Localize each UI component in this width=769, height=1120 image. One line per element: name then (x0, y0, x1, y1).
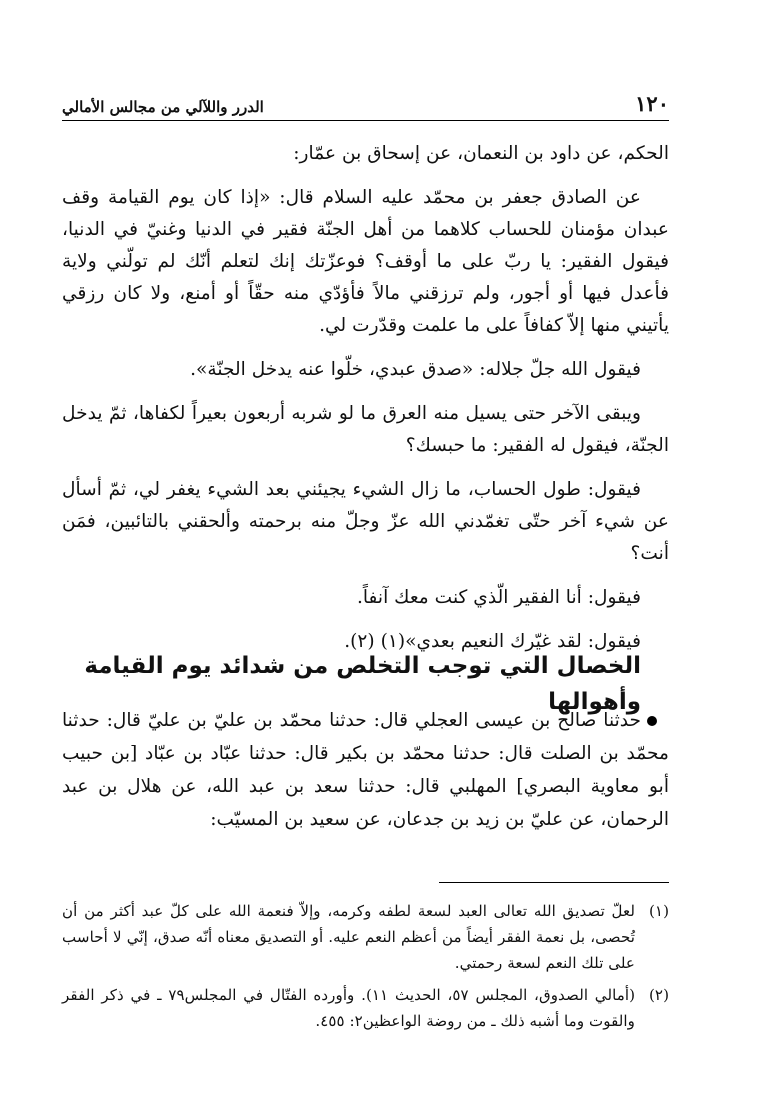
paragraph: فيقول: أنا الفقير الّذي كنت معك آنفاً. (356, 587, 641, 608)
paragraph: الحكم، عن داود بن النعمان، عن إسحاق بن عمّار: (293, 143, 669, 164)
paragraph: فيقول الله جلّ جلاله: «صدق عبدي، خلّوا عنه يدخل الجنّة». (190, 359, 641, 380)
section-text (62, 704, 669, 848)
main-text (62, 138, 669, 670)
footnote-text: (أمالي الصدوق، المجلس ٥٧، الحديث ١١). وأورده الفتّال في المجلس٧٩ ـ في ذكر الفقر والقوت وما أشبه ذلك ـ من روضة الواعظين٢: ٤٥٥. (62, 986, 635, 1030)
footnote-text: لعلّ تصديق الله تعالى العبد لسعة لطفه وكرمه، وإلاّ فنعمة الله على كلّ عبد أكثر من أن تُحصى، بل نعمة الفقر أيضاً من أعظم النعم عليه. أو التصديق معناه أنّه صدق، إنّي لا أحاسب على تلك النعم لسعة رحمتي. (62, 902, 635, 972)
paragraph: فيقول: طول الحساب، ما زال الشيء يجيئني بعد الشيء يغفر لي، ثمّ أسأل عن شيء آخر حتّى تغمّدني الله عزّ وجلّ منه برحمته وألحقني بالتائبين، فمَن أنت؟ (62, 479, 669, 564)
section-paragraph-text: حدثنا صالح بن عيسى العجلي قال: حدثنا محمّد بن عليّ بن عليّ قال: حدثنا محمّد بن الصلت قال: حدثنا محمّد بن بكير قال: حدثنا عبّاد بن عبّاد [بن حبيب أبو معاوية البصري] المهلبي قال: حدثنا سعد بن عبد الله، عن هلال بن عبد الرحمان، عن عليّ بن زيد بن جدعان، عن سعيد بن المسيّب: (62, 710, 669, 830)
section-paragraph (62, 704, 669, 836)
page-number: ١٢٠ (635, 91, 669, 116)
page-header (62, 88, 669, 116)
footnote-number: (١) (648, 902, 669, 920)
running-title: الدرر واللآلي من مجالس الأمالي (62, 98, 264, 116)
footnote-number: (٢) (648, 986, 669, 1004)
footnotes (62, 898, 669, 1040)
footnote (62, 982, 669, 1034)
paragraph: ويبقى الآخر حتى يسيل منه العرق ما لو شربه أربعون بعيراً لكفاها، ثمّ يدخل الجنّة، فيقول له الفقير: ما حبسك؟ (62, 403, 669, 456)
book-page (62, 0, 669, 1120)
footnote (62, 898, 669, 976)
header-rule (62, 120, 669, 121)
paragraph: عن الصادق جعفر بن محمّد عليه السلام قال: «إذا كان يوم القيامة وقف عبدان مؤمنان للحساب كلاهما من أهل الجنّة فقير في الدنيا وغنيّ في الدنيا، فيقول الفقير: يا ربّ على ما أوقف؟ فوعزّتك إنك لتعلم أنّك لم تولّني ولاية فأعدل فيها أو أجور، ولم ترزقني مالاً فأؤدّي منه حقّاً أو أمنع، ولا كان رزقي يأتيني منها إلاّ كفافاً على ما علمت وقدّرت لي. (62, 187, 669, 336)
section-heading: الخصال التي توجب التخلص من شدائد يوم القيامة وأهوالها (84, 653, 641, 715)
footnote-rule (439, 882, 669, 883)
paragraph: فيقول: لقد غيّرك النعيم بعدي»(١) (٢). (344, 631, 641, 652)
bullet-icon (647, 716, 657, 726)
